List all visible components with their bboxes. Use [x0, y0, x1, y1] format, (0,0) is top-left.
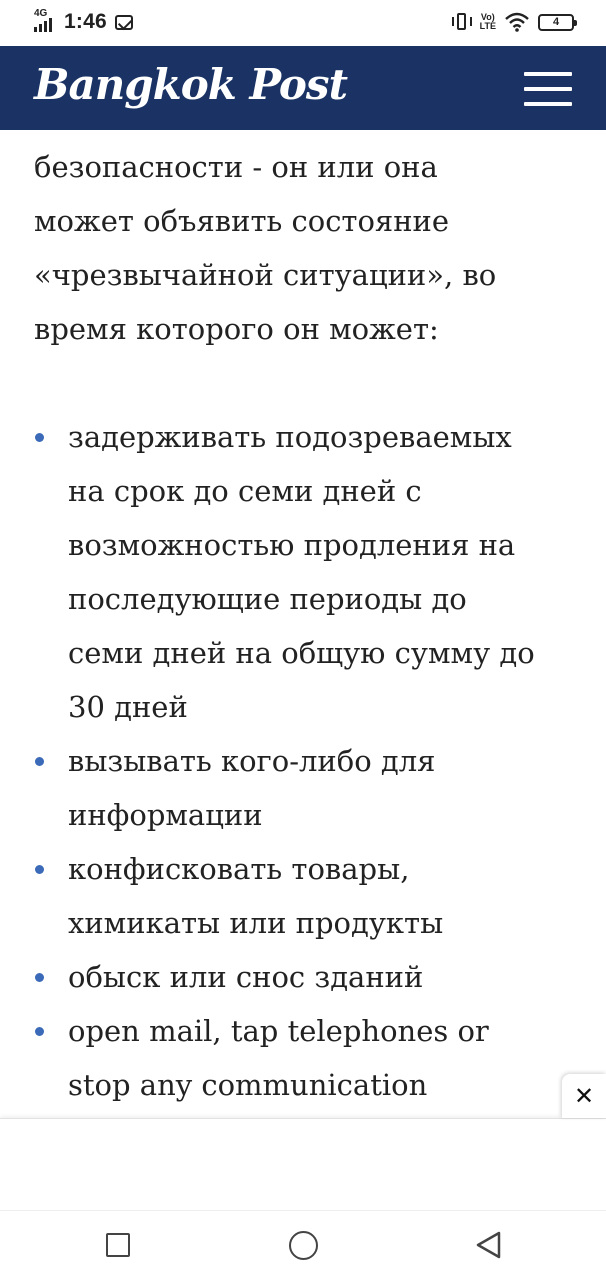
cell-signal-icon — [34, 10, 58, 34]
wifi-icon — [505, 12, 529, 32]
list-item: вызывать кого-либо для информации — [34, 734, 574, 842]
list-item: задерживать подозреваемых на срок до семи дней с возможностью продления на последующие периоды до семи дней на общую сумму до 30 дней — [34, 410, 574, 734]
bullet-icon — [35, 865, 44, 874]
vibrate-icon — [451, 10, 471, 34]
home-icon[interactable] — [289, 1231, 318, 1260]
bullet-icon — [35, 1027, 44, 1036]
article-paragraph — [34, 140, 574, 356]
volte-icon: Vo) LTE — [479, 12, 496, 31]
site-logo[interactable]: Bangkok Post — [34, 60, 347, 109]
site-header — [0, 46, 606, 130]
paragraph-line: безопасности - он или она — [34, 150, 438, 184]
bullet-icon — [35, 973, 44, 982]
list-item: open mail, tap telephones or stop any communication — [34, 1004, 574, 1112]
bullet-list — [34, 410, 574, 1112]
message-notification-icon — [115, 15, 133, 30]
recents-icon[interactable] — [106, 1233, 130, 1257]
battery-level: 4 — [552, 15, 560, 28]
system-navigation-bar — [0, 1210, 606, 1280]
back-icon[interactable] — [474, 1230, 502, 1260]
clock: 1:46 — [64, 10, 107, 33]
ad-close-button[interactable]: ✕ — [562, 1074, 606, 1118]
battery-icon — [538, 14, 574, 31]
bullet-icon — [35, 433, 44, 442]
list-item: обыск или снос зданий — [34, 950, 574, 1004]
ad-banner[interactable] — [0, 1118, 606, 1210]
list-item: конфисковать товары, химикаты или продукты — [34, 842, 574, 950]
article-body — [0, 130, 606, 1118]
paragraph-line: время которого он может: — [34, 312, 439, 346]
paragraph-line: может объявить состояние — [34, 204, 450, 238]
paragraph-line: «чрезвычайной ситуации», во — [34, 258, 497, 292]
bullet-icon — [35, 757, 44, 766]
network-type: 4G — [34, 8, 48, 19]
hamburger-menu-icon[interactable] — [524, 72, 572, 106]
status-bar — [0, 0, 606, 46]
